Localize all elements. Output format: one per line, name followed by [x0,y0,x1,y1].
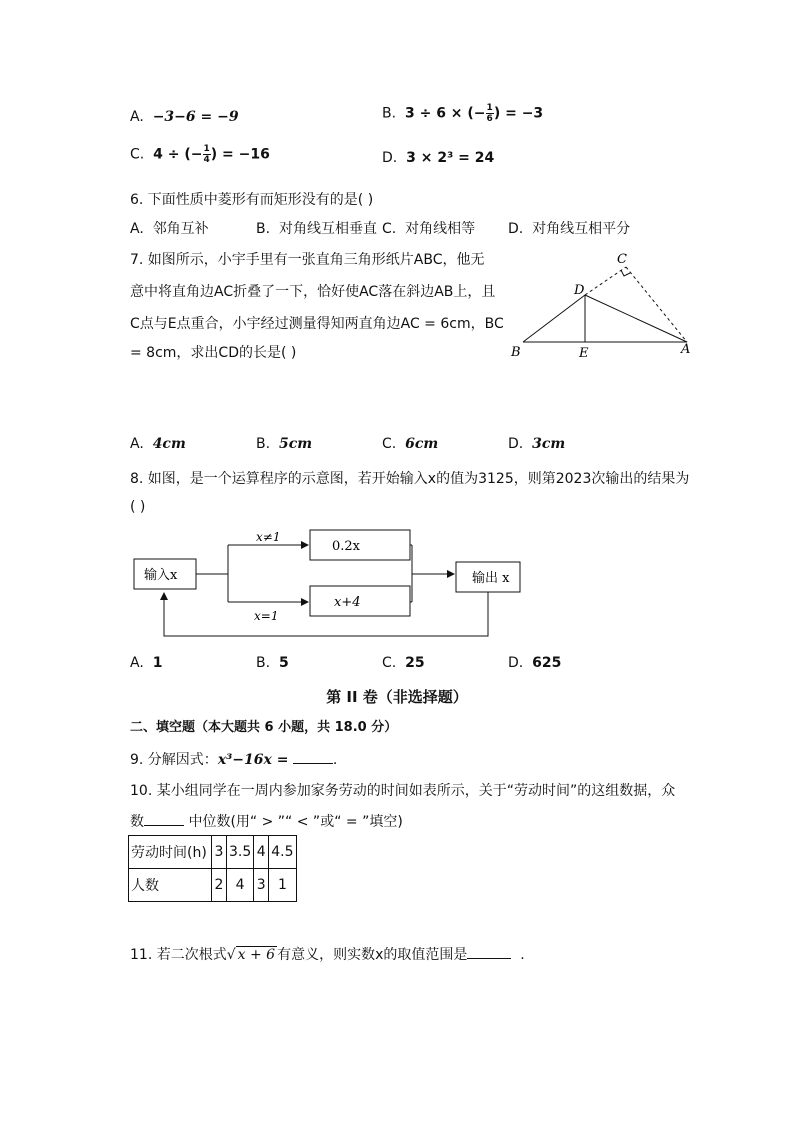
op-bottom-label: x+4 [334,595,361,610]
fraction: $\frac{1}{4}$ [203,144,210,165]
answer-blank [144,813,184,826]
condition-bottom: x=1 [254,609,279,623]
q7-line-3: C点与E点重合，小宇经过测量得知两直角边AC = 6cm，BC [130,316,504,332]
answer-blank [293,751,333,764]
table-cell: 3.5 [227,836,254,869]
q5-option-c: C. 4 ÷ (− $\frac{1}{4}$ ) = −16 [130,144,270,165]
q6-option-a: A. 邻角互补 [130,221,209,237]
q7-option-b: B. 5cm [256,436,313,452]
q8-option-b: B. 5 [256,655,289,671]
q10-line-2: 数 中位数(用“ > ”“ < ”或“ = ”填空) [130,814,403,830]
q7-line-1: 7. 如图所示，小宇手里有一张直角三角形纸片ABC，他无 [130,252,485,268]
table-cell: 4 [254,836,269,869]
q8-flowchart [128,524,528,642]
table-cell: 2 [212,869,227,902]
q6-option-c: C. 对角线相等 [382,221,476,237]
op-top-label: 0.2x [332,539,361,554]
q11: 11. 若二次根式√ x + 6 有意义，则实数x的取值范围是 . [130,947,525,963]
q5-option-d: D. 3 × 2³ = 24 [382,150,495,166]
q8-line-2: ( ) [130,499,146,515]
q8-option-d: D. 625 [508,655,562,671]
q9: 9. 分解因式：x³−16x = . [130,752,338,768]
q5-option-a: A. −3−6 = −9 [130,109,239,125]
answer-blank [467,946,511,959]
label-b: B [511,345,521,360]
segment-dc-dashed [585,267,626,295]
q7-line-2: 意中将直角边AC折叠了一下，恰好使AC落在斜边AB上，且 [130,284,496,300]
output-label: 输出 x [472,571,510,586]
q10-line-1: 10. 某小组同学在一周内参加家务劳动的时间如表所示，关于“劳动时间”的这组数据，众 [130,783,676,799]
q6-option-d: D. 对角线互相平分 [508,221,631,237]
q6-stem: 6. 下面性质中菱形有而矩形没有的是( ) [130,192,374,208]
segment-da [585,295,687,342]
q7-option-a: A. 4cm [130,436,186,452]
q8-line-1: 8. 如图，是一个运算程序的示意图，若开始输入x的值为3125，则第2023次输出的结果为 [130,471,690,487]
section-heading: 二、填空题（本大题共 6 小题，共 18.0 分） [130,720,398,735]
q8-option-a: A. 1 [130,655,163,671]
q7-option-c: C. 6cm [382,436,439,452]
sqrt-symbol: √ [226,947,236,963]
table-row [129,836,297,869]
label-e: E [579,346,589,361]
segment-ca-dashed [626,267,687,342]
part2-title: 第 II 卷（非选择题） [326,688,468,706]
table-cell: 劳动时间(h) [129,836,212,869]
table-row [129,869,297,902]
q8-option-c: C. 25 [382,655,425,671]
table-cell: 4.5 [269,836,296,869]
radicand: x + 6 [237,947,276,963]
q5-option-b: B. 3 ÷ 6 × (− $\frac{1}{6}$ ) = −3 [382,103,544,124]
table-cell: 4 [227,869,254,902]
label-c: C [617,252,627,267]
table-cell: 3 [254,869,269,902]
segment-bd [523,295,585,342]
table-cell: 1 [269,869,296,902]
table-cell: 人数 [129,869,212,902]
right-angle-mark [621,270,630,276]
label-d: D [574,283,585,298]
q7-option-d: D. 3cm [508,436,566,452]
labor-time-table [128,835,297,902]
table-cell: 3 [212,836,227,869]
input-label: 输入x [144,568,178,583]
condition-top: x≠1 [256,530,281,544]
q7-triangle-figure [505,248,705,363]
q7-line-4: = 8cm，求出CD的长是( ) [130,345,297,361]
label-a: A [681,342,691,357]
fraction: $\frac{1}{6}$ [486,103,493,124]
q6-option-b: B. 对角线互相垂直 [256,221,377,237]
